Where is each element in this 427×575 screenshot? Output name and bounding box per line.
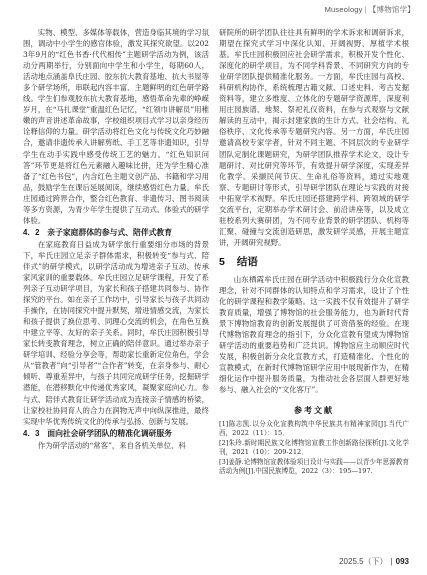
paragraph-red-culture-activity: 实物、模型、多媒体等载体，营造身临其境的学习氛围，调动中小学生的感官体验，激发其探究欲望。以2023年9月的“红色书香·代代相传”主题研学活动为例，该活动分两期举行，分别面向中学生和小学生，每期60人，活动地点涵盖阜氏庄园、胶东抗大教育基地、抗大书屋等多个研学场所，串联起内容丰富、主题鲜明的红色研学路线。学生们参观胶东抗大教育基地，感悟革命先辈的峥嵘岁月，在“马扎课堂”重温红色记忆，“红领巾讲解员”用稚嫩的声音讲述革命故事，学校组织项目式学习以亲身经历诠释信仰的力量。研学活动将红色文化与传统文化巧妙融合，邀请非遗传承人讲解剪纸、手工艺等非遗知识，引导学生在动手实践中感受传统工艺的魅力。“红色知识问答”环节更是将红色元素融入趣味比拼，还为学生精心准备了“红色书包”，内含红色主题文创产品、书籍和学习用品，鼓励学生在课后延展阅读，继续感悟红色力量。牟氏庄园通过跨界合作，整合红色教育、非遗传习、图书阅读等多方资源，为青少年学生提供了互动式、体验式的研学体验。 [23, 28, 209, 225]
references-title: 参考文献 [294, 406, 334, 416]
reference-item: [1]陈志凯.以分众化宣教构筑中华民族共有精神家园[J].当代广西，2022（11）：15． [219, 419, 409, 438]
journal-section-cn: 【博物馆学】 [368, 5, 415, 14]
section-number: 5 [219, 255, 225, 268]
right-column [219, 27, 409, 477]
section-title: 结语 [236, 255, 258, 268]
page-footer: 2025.5（下） | 093 [339, 557, 409, 566]
paragraph-conclusion: 山东栖霞牟氏庄园在研学活动中积极践行分众化宣教理念，针对不同群体的认知特点和学习需求，设计了个性化的研学课程和教学策略。这一实践不仅有效提升了研学教育质量，增强了博物馆的社会服务能力，也为新时代背景下博物馆教育的创新发展提供了可资借鉴的经验。在现代博物馆教育理念的指引下，分众化宣教有望成为博物馆研学活动的重要趋势和广泛共识。博物馆应主动顺应时代发展，积极创新分众化宣教方式，打造精准化、个性化的宣教模式，在新时代博物馆研学应用中展现新作为，在精细化运作中提升服务质量，为推动社会各层面人群更好地参与、融入社会的“文化客厅”。 [219, 274, 409, 395]
journal-name-en: Museology [324, 5, 363, 14]
header-separator: | [364, 5, 367, 14]
reference-item: [2]朱玲.新时期民族文化博物馆宣教工作创新路径探析[J].文化学刊，2021（10）：209-212． [219, 438, 409, 457]
paragraph-parent-child-education: 在家庭教育日益成为研学旅行重要细分市场的背景下，牟氏庄园立足亲子群体需求，积极转变“参与式、陪伴式”的研学模式，以研学活动成为增进亲子互动、传承家风家训的重要载体。牟氏庄园立足研学课程，开发了系列亲子互动研学项目，为家长和孩子搭建共同参与、协作探究的平台。如在亲子工作坊中，引导家长与孩子共同动手操作，在协同探究中提升默契，增进情感交流，为家长和孩子提供了换位思考、同理心交流的机会，在角色互换中建立平等、友好的亲子关系。同时，牟氏庄园积极引导家长转变教育理念，树立正确的陪伴意识。通过举办亲子研学培训、经验分享会等，帮助家长重新定位角色，学会从“管教者”向“引导者”“合作者”转变，在亲身参与、耐心倾听、尊重差异中，与孩子共同完成研学任务，挖掘研学潜能，在潜移默化中传递优秀家风，凝聚家庭向心力。参与式、陪伴式教育让研学活动成为连接亲子情感的桥梁，让家校社协同育人的合力在润物无声中向纵深推进，最终实现中华优秀传统文化的传承与弘扬、创新与发展。 [23, 239, 209, 426]
references-list [219, 420, 409, 478]
paragraph-research-teams-continued: 研院所的研学团队往往具有鲜明的学术诉求和调研诉求，期望在探究式学习中深化认知、开阔视野、厚植学术根基。牟氏庄园积极回应社会研学需求，积极开发个性化、深度化的研学项目，为不同学科背景、不同研究方向的专业研学团队提供精准化服务。一方面，牟氏庄园与高校、科研机构协作，系统梳理古籍文献、口述史料、考古发掘资料等，建立多维度、立体化的专题研学资源库，深度利用庄园族谱、地契、祭祀礼仪资料，在参与式观察与文献解读的互动中，揭示封建家族的生计方式、社会结构、礼俗秩序、文化传承等专题研究内容。另一方面，牟氏庄园邀请高校专家学者，针对不同主题、不同层次的专业研学团队定制化课题研究，为研学团队推荐学术论文，设计专题研讨、对比研究等环节，有效提升研学深度，实现差异化教学。采撷民间节庆、生命礼俗等资料，通过实地观察、专题研讨等形式，引导研学团队在理论与实践的对接中拓宽学术视野。牟氏庄园还搭建跨学科、跨领域的研学交流平台，定期举办学术研讨会、前沿讲座等，以及成立驻校系列大赛研团，为不同专业背景的研学团队、机构等汇聚、碰撞与交流创造研思，激发研学灵感，开展主题宣讲，开阔研究视野。 [219, 28, 409, 247]
section-heading-5 [219, 256, 409, 269]
section-heading-4-3: 4．3 面向社会研学团队的精准化调研服务 [23, 428, 173, 438]
left-column [23, 27, 209, 451]
page-number: 093 [395, 557, 409, 566]
journal-header [325, 4, 415, 15]
paragraph-research-teams-intro: 作为研学活动的“常客”，来自各机关单位、科 [37, 440, 186, 450]
section-heading-4-2: 4．2 亲子家庭群体的参与式、陪伴式教育 [23, 227, 173, 237]
issue-date: 2025.5（下） [339, 557, 388, 566]
reference-item: [3]姜静.论博物馆宣教体验项目设计与实践——以青少年思源教育活动为例[J].中国民族博览，2022（3）：195—197. [219, 457, 409, 476]
